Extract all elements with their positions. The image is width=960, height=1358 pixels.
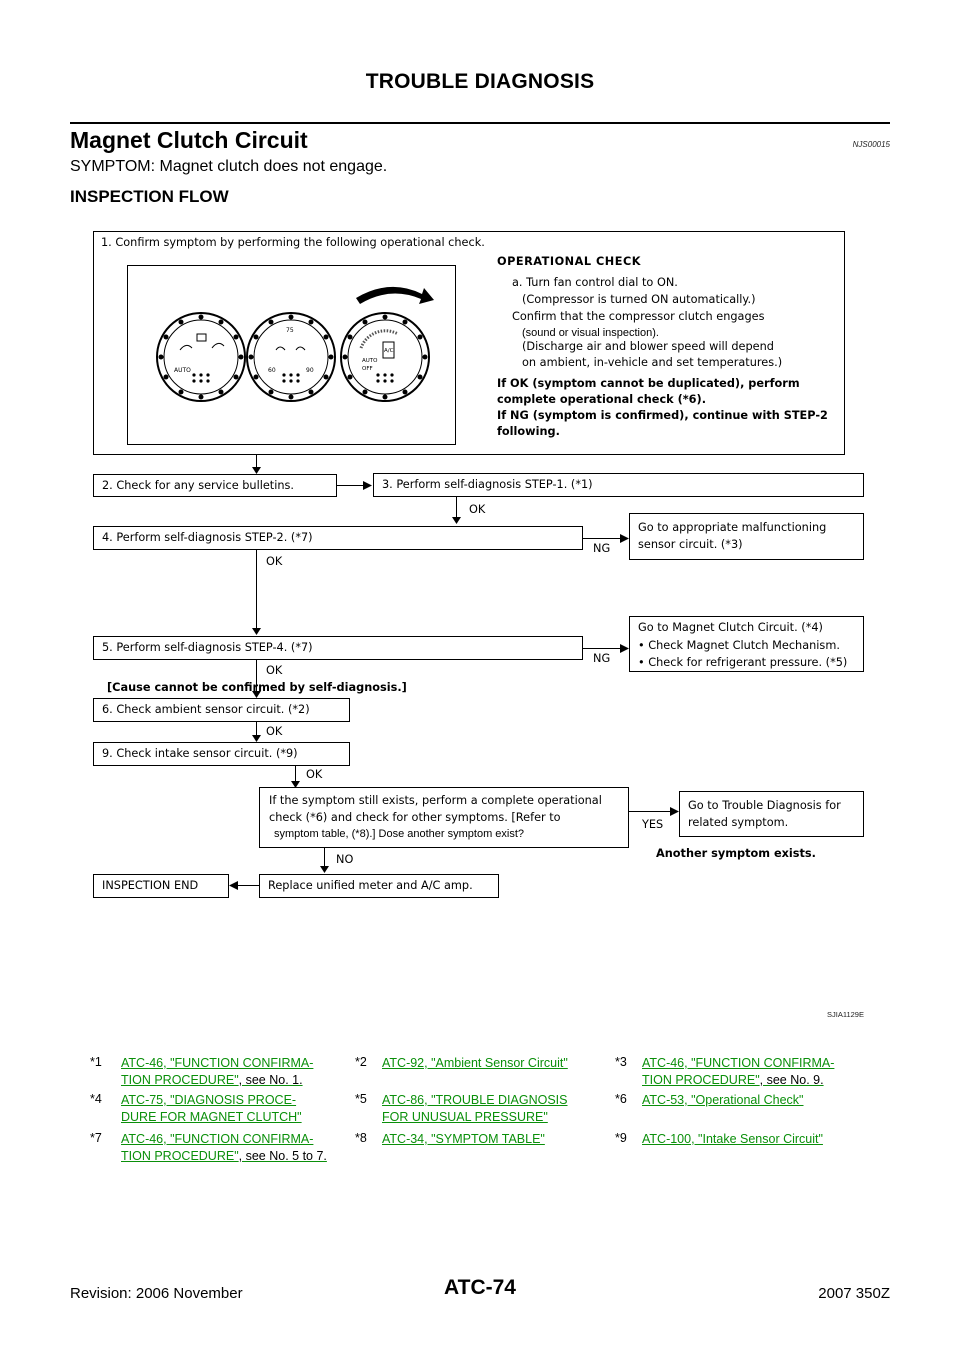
ref-mark-2: *2 xyxy=(355,1055,367,1069)
step5-box: 5. Perform self-diagnosis STEP-4. (*7) xyxy=(93,636,583,660)
op-line-7: If OK (symptom cannot be duplicated), perform xyxy=(497,377,800,390)
footer-model: 2007 350Z xyxy=(818,1285,890,1302)
inspection-end-box: INSPECTION END xyxy=(93,874,229,898)
op-line-1: a. Turn fan control dial to ON. xyxy=(512,276,678,289)
ref-link-4[interactable]: ATC-75, "DIAGNOSIS PROCE- DURE FOR MAGNET CLUTCH" xyxy=(121,1093,302,1124)
ok-label-9: OK xyxy=(306,768,323,781)
ref-link-5[interactable]: ATC-86, "TROUBLE DIAGNOSIS FOR UNUSUAL PRESSURE" xyxy=(382,1093,568,1124)
ref-link-8[interactable]: ATC-34, "SYMPTOM TABLE" xyxy=(382,1132,545,1146)
op-line-5: (Discharge air and blower speed will depend xyxy=(522,340,774,353)
operational-check-title: OPERATIONAL CHECK xyxy=(497,255,642,268)
left-dial-label: AUTO xyxy=(174,367,191,374)
ref-mark-5: *5 xyxy=(355,1092,367,1106)
section-code: NJS00015 xyxy=(852,140,890,149)
step4-box: 4. Perform self-diagnosis STEP-2. (*7) xyxy=(93,526,583,550)
fan-dial-icon xyxy=(157,313,245,401)
connector-4-ng xyxy=(583,538,621,539)
ref-mark-1: *1 xyxy=(90,1055,102,1069)
ok-label-6: OK xyxy=(266,725,283,738)
symptom-text: SYMPTOM: Magnet clutch does not engage. xyxy=(70,158,388,175)
final-line-2: check (*6) and check for other symptoms. [Refer to xyxy=(269,811,561,824)
arrow-4-ng xyxy=(620,534,629,543)
connector-yes xyxy=(629,811,671,812)
section-title: Magnet Clutch Circuit xyxy=(70,127,308,153)
rotation-arrow-icon xyxy=(356,287,434,304)
connector-end xyxy=(237,885,259,886)
arrow-4-5 xyxy=(252,628,261,635)
step2-box: 2. Check for any service bulletins. xyxy=(93,474,337,497)
connector-no xyxy=(324,848,325,868)
ref-mark-7: *7 xyxy=(90,1131,102,1145)
footer-page-number: ATC-74 xyxy=(444,1276,516,1299)
ref-link-6[interactable]: ATC-53, "Operational Check" xyxy=(642,1093,804,1107)
op-line-8: complete operational check (*6). xyxy=(497,393,706,406)
ng5-box: Go to Magnet Clutch Circuit. (*4) • Check Magnet Clutch Mechanism. • Check for refrigerant pressure. (*5) xyxy=(629,616,864,672)
another-symptom-note: Another symptom exists. xyxy=(656,847,816,860)
figure-id: SJIA1129E xyxy=(827,1010,864,1019)
arrow-6-9 xyxy=(252,735,261,742)
arrow-yes xyxy=(670,807,679,816)
right-dial-ac: A/C xyxy=(384,348,394,354)
yes-label: YES xyxy=(642,818,664,831)
yes-box: Go to Trouble Diagnosis for related symptom. xyxy=(679,791,864,837)
step1-label: 1. Confirm symptom by performing the following operational check. xyxy=(101,236,485,249)
op-line-2: (Compressor is turned ON automatically.) xyxy=(522,293,756,306)
cause-note: [Cause cannot be confirmed by self-diagnosis.] xyxy=(107,681,407,694)
ng-label-4: NG xyxy=(593,542,611,555)
step9-box: 9. Check intake sensor circuit. (*9) xyxy=(93,742,350,766)
temperature-dial-icon xyxy=(247,313,335,401)
ref-tail-1: , see No. 1. xyxy=(238,1073,303,1087)
op-line-10: following. xyxy=(497,425,560,438)
ng-label-5: NG xyxy=(593,652,611,665)
op-line-6: on ambient, in-vehicle and set temperatures.) xyxy=(522,356,783,369)
ref-link-7[interactable]: ATC-46, "FUNCTION CONFIRMA- TION PROCEDURE", see No. 5 to 7. xyxy=(121,1132,327,1163)
op-line-9: If NG (symptom is confirmed), continue with STEP-2 xyxy=(497,409,828,422)
middle-dial-top: 75 xyxy=(286,327,294,334)
op-line-4: (sound or visual inspection). xyxy=(522,327,659,339)
ok-label-3: OK xyxy=(469,503,486,516)
step6-box: 6. Check ambient sensor circuit. (*2) xyxy=(93,698,350,722)
arrow-2-3 xyxy=(363,481,372,490)
middle-dial-low: 60 xyxy=(268,367,276,374)
final-line-1: If the symptom still exists, perform a complete operational xyxy=(269,794,602,807)
replace-box: Replace unified meter and A/C amp. xyxy=(259,874,499,898)
ref-tail-3: , see No. 9. xyxy=(759,1073,824,1087)
ref-link-9[interactable]: ATC-100, "Intake Sensor Circuit" xyxy=(642,1132,823,1146)
middle-dial-high: 90 xyxy=(306,367,314,374)
control-dials-illustration xyxy=(127,265,456,445)
ref-mark-6: *6 xyxy=(615,1092,627,1106)
ref-link-3[interactable]: ATC-46, "FUNCTION CONFIRMA- TION PROCEDURE", see No. 9. xyxy=(642,1056,835,1087)
ref-mark-9: *9 xyxy=(615,1131,627,1145)
no-label: NO xyxy=(336,853,354,866)
arrow-no xyxy=(320,866,329,873)
footer-revision: Revision: 2006 November xyxy=(70,1285,243,1302)
ok-label-4: OK xyxy=(266,555,283,568)
inspection-flow-heading: INSPECTION FLOW xyxy=(70,187,229,206)
ref-mark-3: *3 xyxy=(615,1055,627,1069)
ref-mark-8: *8 xyxy=(355,1131,367,1145)
connector-5-ng xyxy=(583,648,621,649)
right-dial-auto: AUTO xyxy=(362,358,378,364)
ref-link-1[interactable]: ATC-46, "FUNCTION CONFIRMA- TION PROCEDURE", see No. 1. xyxy=(121,1056,314,1087)
ref-mark-4: *4 xyxy=(90,1092,102,1106)
arrow-1-2 xyxy=(252,467,261,474)
arrow-3-4 xyxy=(452,517,461,524)
ng4-box: Go to appropriate malfunctioning sensor circuit. (*3) xyxy=(629,513,864,560)
ok-label-5: OK xyxy=(266,664,283,677)
page-header-title: TROUBLE DIAGNOSIS xyxy=(365,70,595,93)
arrow-5-ng xyxy=(620,644,629,653)
connector-6-9 xyxy=(256,722,257,736)
final-line-3: symptom table, (*8).] Dose another symptom exist? xyxy=(274,828,525,840)
right-dial-off: OFF xyxy=(362,366,373,372)
ref-tail-7: , see No. 5 to 7. xyxy=(238,1149,327,1163)
connector-2-3 xyxy=(337,485,364,486)
op-line-3: Confirm that the compressor clutch engages xyxy=(512,310,765,323)
ref-link-2[interactable]: ATC-92, "Ambient Sensor Circuit" xyxy=(382,1056,568,1070)
mode-dial-icon xyxy=(341,313,429,401)
step3-box: 3. Perform self-diagnosis STEP-1. (*1) xyxy=(373,473,864,497)
connector-4-5 xyxy=(256,550,257,630)
